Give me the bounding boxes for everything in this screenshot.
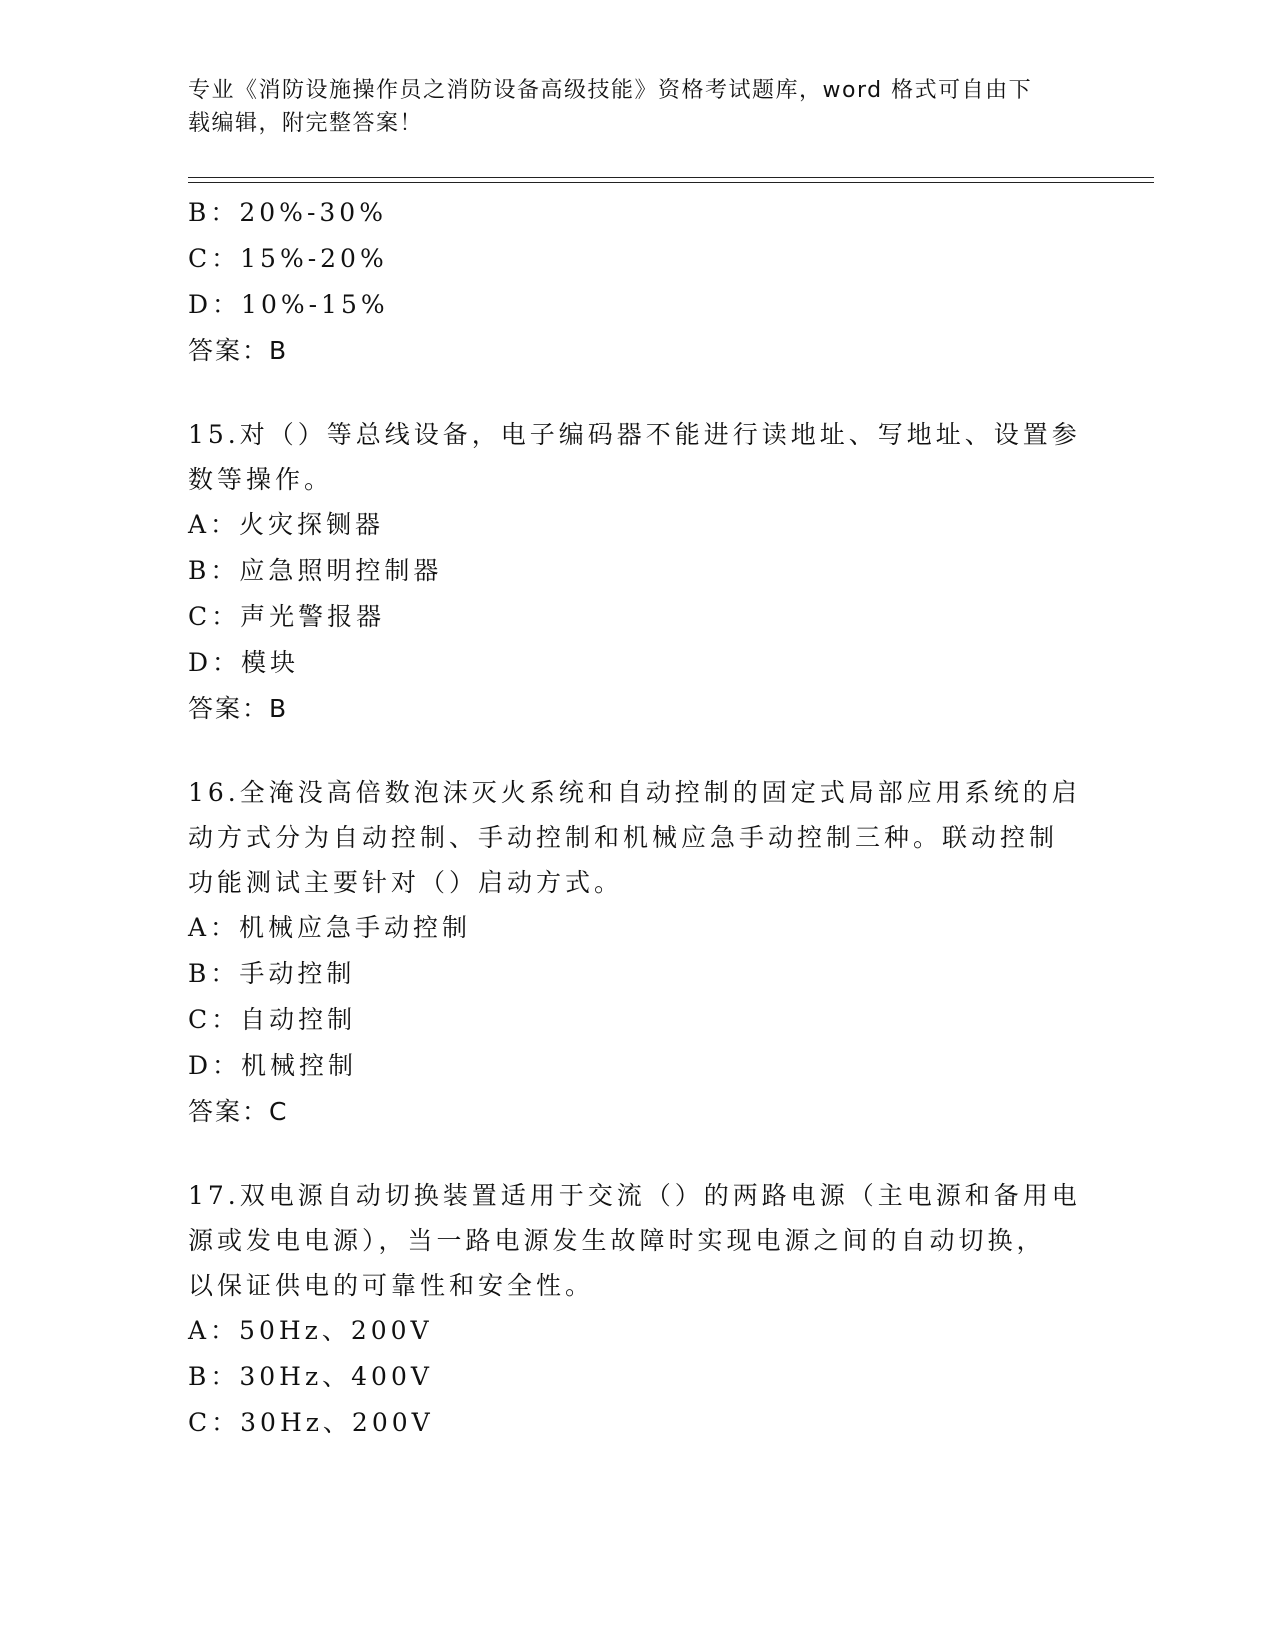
question-text — [188, 770, 1088, 905]
question-line: 16.全淹没高倍数泡沫灭火系统和自动控制的固定式局部应用系统的启 — [188, 778, 1081, 807]
question-line: 15.对（）等总线设备，电子编码器不能进行读地址、写地址、设置参 — [188, 420, 1081, 449]
option-c: C：15%-20% — [188, 244, 388, 273]
answer: 答案：B — [188, 336, 289, 365]
question-list — [188, 190, 1088, 1446]
option-a: A：机械应急手动控制 — [188, 913, 472, 942]
question-line: 17.双电源自动切换装置适用于交流（）的两路电源（主电源和备用电 — [188, 1181, 1081, 1210]
question-line: 动方式分为自动控制、手动控制和机械应急手动控制三种。联动控制 — [188, 823, 1059, 852]
header-line-2: 载编辑，附完整答案！ — [188, 111, 424, 136]
option-a: A：火灾探铡器 — [188, 510, 385, 539]
question-text — [188, 412, 1088, 502]
question-line: 数等操作。 — [188, 465, 334, 494]
option-b: B：20%-30% — [188, 198, 387, 227]
question-17 — [188, 1173, 1088, 1446]
question-16 — [188, 770, 1088, 1135]
question-line: 源或发电电源），当一路电源发生故障时实现电源之间的自动切换， — [188, 1226, 1046, 1255]
option-a: A：50Hz、200V — [188, 1316, 433, 1345]
option-d: D：模块 — [188, 648, 300, 677]
question-14-tail — [188, 190, 1088, 374]
question-15 — [188, 412, 1088, 732]
option-d: D：机械控制 — [188, 1051, 358, 1080]
question-line: 以保证供电的可靠性和安全性。 — [188, 1271, 595, 1300]
option-d: D：10%-15% — [188, 290, 389, 319]
option-b: B：30Hz、400V — [188, 1362, 433, 1391]
option-c: C：30Hz、200V — [188, 1408, 434, 1437]
question-text — [188, 1173, 1088, 1308]
option-c: C：自动控制 — [188, 1005, 357, 1034]
answer: 答案：B — [188, 694, 289, 723]
header-line-1: 专业《消防设施操作员之消防设备高级技能》资格考试题库，word 格式可自由下 — [188, 78, 1033, 103]
answer: 答案：C — [188, 1097, 289, 1126]
document-header — [188, 74, 1068, 140]
question-line: 功能测试主要针对（）启动方式。 — [188, 868, 624, 897]
header-divider-bottom — [188, 182, 1154, 183]
header-divider-top — [188, 177, 1154, 178]
option-b: B：手动控制 — [188, 959, 356, 988]
option-b: B：应急照明控制器 — [188, 556, 443, 585]
option-c: C：声光警报器 — [188, 602, 386, 631]
